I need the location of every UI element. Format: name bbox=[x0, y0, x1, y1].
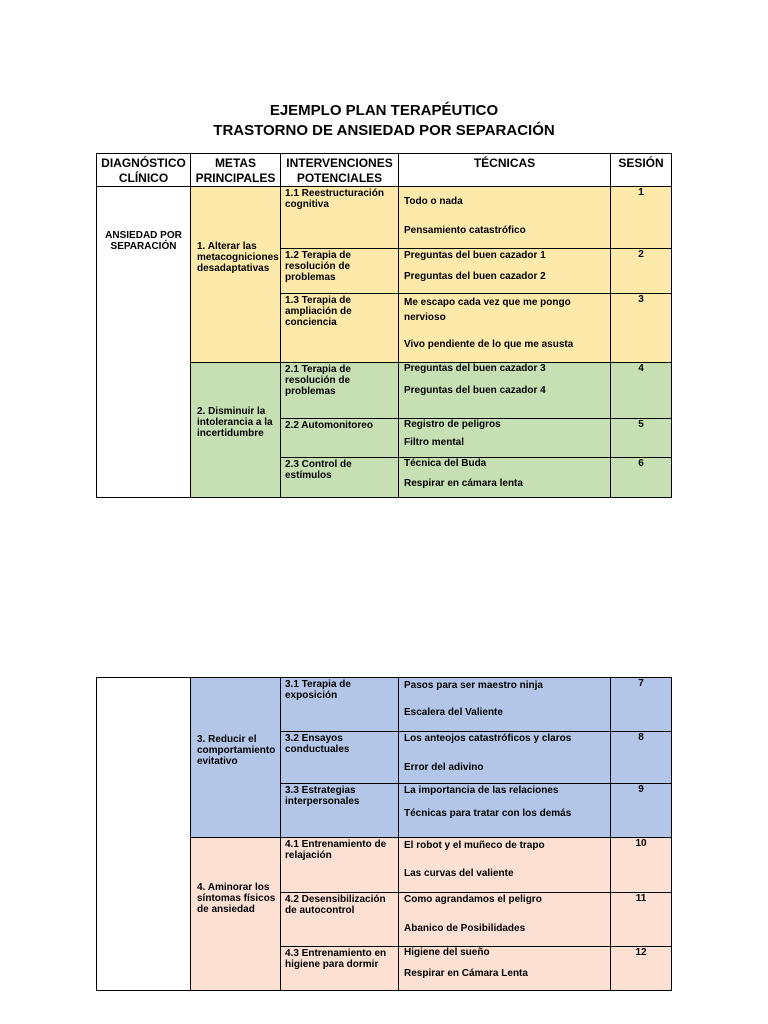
header-diagnosis: DIAGNÓSTICO CLÍNICO bbox=[96, 153, 191, 187]
technique: Respirar en cámara lenta bbox=[404, 478, 523, 489]
techniques-cell-4 bbox=[398, 362, 611, 419]
technique: Los anteojos catastróficos y claros bbox=[404, 733, 572, 744]
techniques-cell-9 bbox=[398, 783, 611, 838]
session-10: 10 bbox=[610, 837, 672, 893]
techniques-cell-2 bbox=[398, 248, 611, 294]
goal-4-text: 4. Aminorar los síntomas físicos de ansiedad bbox=[197, 882, 276, 915]
techniques-cell-5 bbox=[398, 418, 611, 458]
header-techniques: TÉCNICAS bbox=[398, 153, 611, 187]
goal-3-cell bbox=[190, 677, 281, 838]
session-6: 6 bbox=[610, 457, 672, 498]
techniques-cell-8 bbox=[398, 731, 611, 784]
intervention-1-1: 1.1 Reestructuración cognitiva bbox=[280, 186, 399, 249]
technique: Preguntas del buen cazador 1 bbox=[404, 250, 546, 261]
techniques-cell-12 bbox=[398, 946, 611, 991]
technique: Pensamiento catastrófico bbox=[404, 225, 526, 236]
document-title: EJEMPLO PLAN TERAPÉUTICO bbox=[269, 102, 499, 119]
header-goals: METAS PRINCIPALES bbox=[190, 153, 281, 187]
intervention-2-1: 2.1 Terapia de resolución de problemas bbox=[280, 362, 399, 419]
intervention-4-1: 4.1 Entrenamiento de relajación bbox=[280, 837, 399, 893]
intervention-3-2: 3.2 Ensayos conductuales bbox=[280, 731, 399, 784]
diagnosis-text: ANSIEDAD POR SEPARACIÓN bbox=[105, 230, 182, 252]
session-4: 4 bbox=[610, 362, 672, 419]
goal-3-text: 3. Reducir el comportamiento evitativo bbox=[197, 734, 276, 767]
technique: Me escapo cada vez que me pongo nervioso bbox=[404, 297, 571, 323]
intervention-1-3: 1.3 Terapia de ampliación de conciencia bbox=[280, 293, 399, 363]
session-2: 2 bbox=[610, 248, 672, 294]
techniques-cell-10 bbox=[398, 837, 611, 893]
technique: Preguntas del buen cazador 3 bbox=[404, 363, 546, 374]
technique: Preguntas del buen cazador 2 bbox=[404, 271, 546, 282]
intervention-4-2: 4.2 Desensibilización de autocontrol bbox=[280, 892, 399, 947]
technique: El robot y el muñeco de trapo bbox=[404, 840, 545, 851]
intervention-2-3: 2.3 Control de estímulos bbox=[280, 457, 399, 498]
technique: Preguntas del buen cazador 4 bbox=[404, 385, 546, 396]
technique: Registro de peligros bbox=[404, 419, 501, 430]
technique: Como agrandamos el peligro bbox=[404, 894, 542, 905]
session-9: 9 bbox=[610, 783, 672, 838]
technique: Las curvas del valiente bbox=[404, 868, 514, 879]
techniques-cell-11 bbox=[398, 892, 611, 947]
session-7: 7 bbox=[610, 677, 672, 732]
techniques-cell-3 bbox=[398, 293, 611, 363]
session-8: 8 bbox=[610, 731, 672, 784]
goal-2-cell bbox=[190, 362, 281, 498]
goal-2-text: 2. Disminuir la intolerancia a la incertidumbre bbox=[197, 406, 273, 439]
header-session: SESIÓN bbox=[610, 153, 672, 187]
goal-1-cell bbox=[190, 186, 281, 363]
techniques-cell-6 bbox=[398, 457, 611, 498]
goal-4-cell bbox=[190, 837, 281, 991]
goal-1-text: 1. Alterar las metacogniciones desadaptativas bbox=[197, 241, 279, 274]
session-12: 12 bbox=[610, 946, 672, 991]
technique: Escalera del Valiente bbox=[404, 707, 503, 718]
technique: Vivo pendiente de lo que me asusta bbox=[404, 339, 574, 350]
session-11: 11 bbox=[610, 892, 672, 947]
intervention-3-3: 3.3 Estrategias interpersonales bbox=[280, 783, 399, 838]
header-interventions: INTERVENCIONES POTENCIALES bbox=[280, 153, 399, 187]
technique: Abanico de Posibilidades bbox=[404, 923, 526, 934]
intervention-1-2: 1.2 Terapia de resolución de problemas bbox=[280, 248, 399, 294]
intervention-3-1: 3.1 Terapia de exposición bbox=[280, 677, 399, 732]
session-5: 5 bbox=[610, 418, 672, 458]
technique: Todo o nada bbox=[404, 196, 463, 207]
technique: Respirar en Cámara Lenta bbox=[404, 968, 528, 979]
technique: Error del adivino bbox=[404, 762, 484, 773]
technique: Técnicas para tratar con los demás bbox=[404, 808, 572, 819]
intervention-2-2: 2.2 Automonitoreo bbox=[280, 418, 399, 458]
technique: Técnica del Buda bbox=[404, 458, 487, 469]
diagnosis-cell bbox=[96, 186, 191, 498]
technique: Filtro mental bbox=[404, 437, 465, 448]
technique: La importancia de las relaciones bbox=[404, 785, 559, 796]
techniques-cell-7 bbox=[398, 677, 611, 732]
session-1: 1 bbox=[610, 186, 672, 249]
intervention-4-3: 4.3 Entrenamiento en higiene para dormir bbox=[280, 946, 399, 991]
document-subtitle: TRASTORNO DE ANSIEDAD POR SEPARACIÓN bbox=[213, 122, 555, 139]
techniques-cell-1 bbox=[398, 186, 611, 249]
diagnosis-cell-continued bbox=[96, 677, 191, 991]
technique: Higiene del sueño bbox=[404, 947, 490, 958]
technique: Pasos para ser maestro ninja bbox=[404, 680, 543, 691]
session-3: 3 bbox=[610, 293, 672, 363]
